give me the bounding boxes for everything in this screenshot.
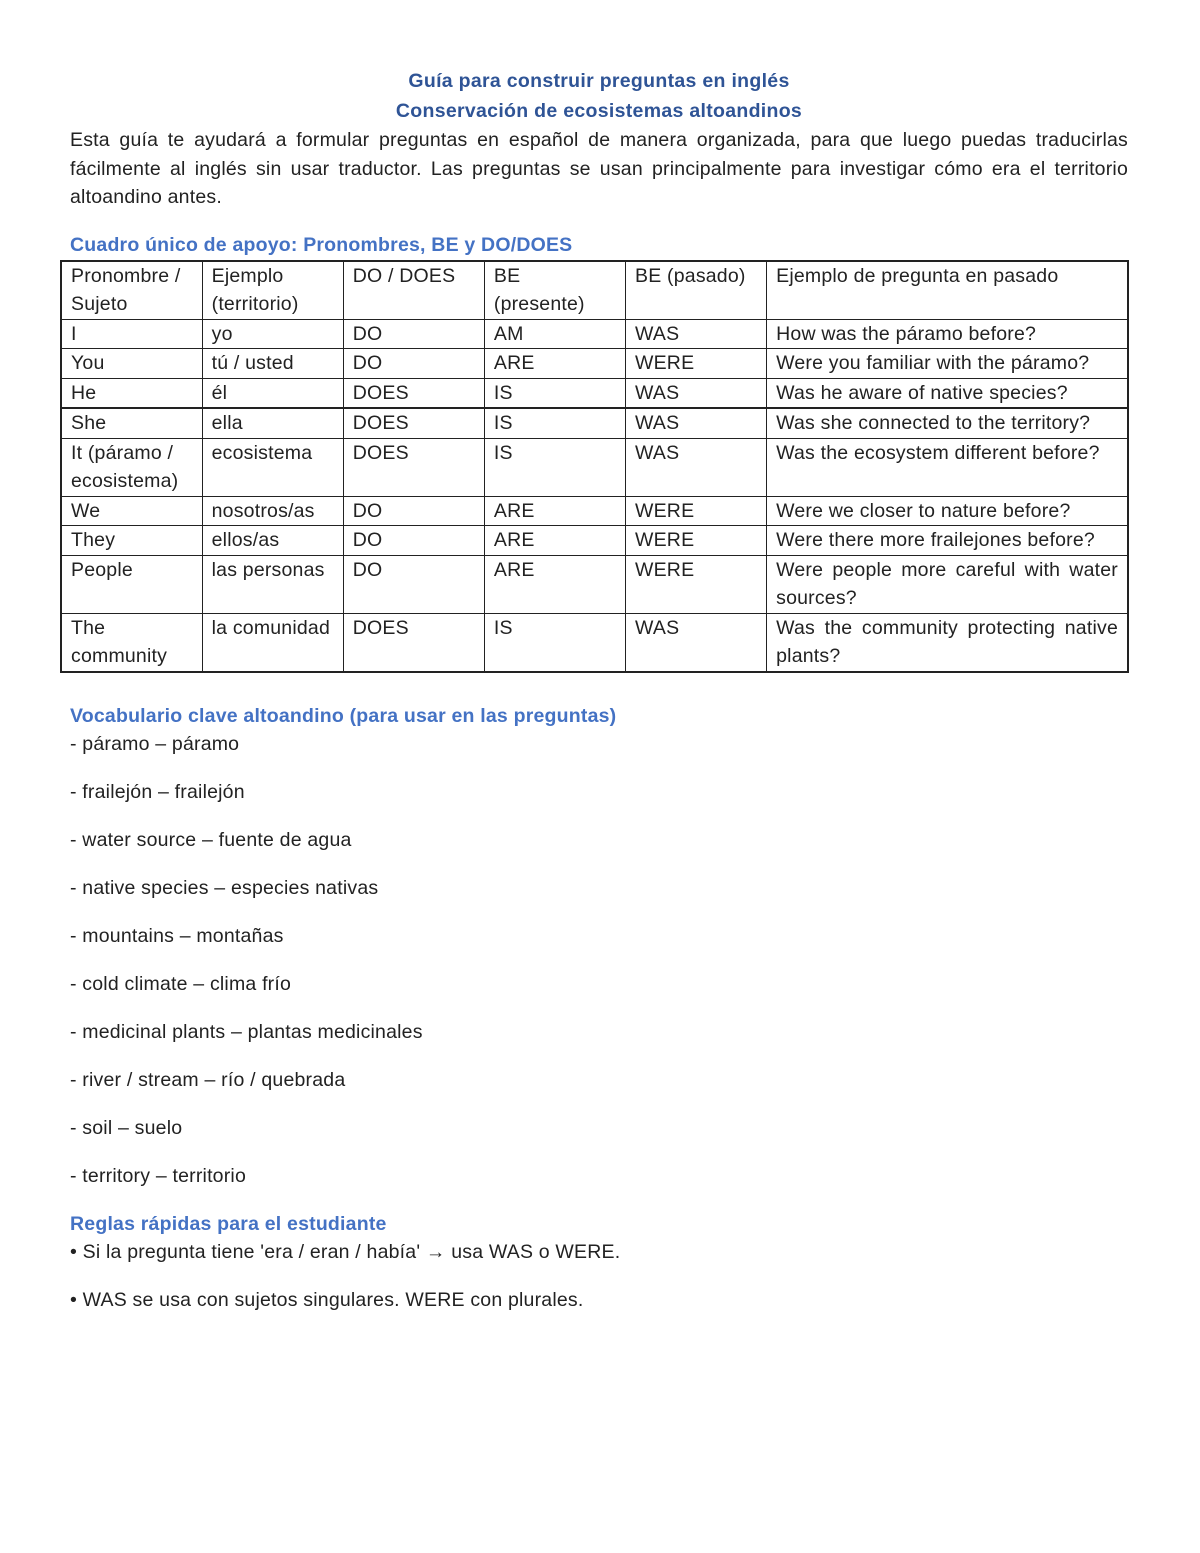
table-cell: WAS [626, 319, 767, 349]
table-cell: They [61, 526, 202, 556]
table-cell: WERE [626, 496, 767, 526]
table-row [61, 496, 1128, 526]
table-header-cell: BE (pasado) [626, 261, 767, 320]
list-item: - frailejón – frailejón [70, 780, 245, 803]
table-header-row [61, 261, 1128, 320]
table-cell: DOES [343, 408, 484, 438]
table-cell: Was the community protecting native plants? [767, 613, 1128, 672]
table-cell: DO [343, 319, 484, 349]
document-subtitle: Conservación de ecosistemas altoandinos [395, 100, 803, 122]
table-cell: She [61, 408, 202, 438]
list-item: • Si la pregunta tiene 'era / eran / había' → usa WAS o WERE. [70, 1240, 621, 1263]
table-header-cell: BE (presente) [484, 261, 625, 320]
table-cell: ella [202, 408, 343, 438]
table-cell: DO [343, 526, 484, 556]
table-cell: WAS [626, 438, 767, 496]
table-cell: WAS [626, 378, 767, 408]
table-header-cell: Pronombre / Sujeto [61, 261, 202, 320]
rules-list [70, 1238, 1128, 1314]
table-cell: Were there more frailejones before? [767, 526, 1128, 556]
list-item: - páramo – páramo [70, 732, 240, 755]
vocabulary-heading: Vocabulario clave altoandino (para usar en las preguntas) [70, 704, 617, 727]
table-cell: la comunidad [202, 613, 343, 672]
table-cell: Were we closer to nature before? [767, 496, 1128, 526]
table-cell: I [61, 319, 202, 349]
table-row [61, 319, 1128, 349]
table-cell: Was she connected to the territory? [767, 408, 1128, 438]
rules-heading: Reglas rápidas para el estudiante [70, 1212, 387, 1235]
table-cell: DO [343, 555, 484, 613]
table-row [61, 438, 1128, 496]
table-cell: He [61, 378, 202, 408]
table-header-cell: Ejemplo (territorio) [202, 261, 343, 320]
table-cell: IS [484, 378, 625, 408]
document-title: Guía para construir preguntas en inglés [408, 70, 790, 92]
table-cell: WERE [626, 349, 767, 379]
table-row [61, 526, 1128, 556]
document-page [70, 66, 1128, 1334]
list-item: - territory – territorio [70, 1164, 246, 1187]
table-cell: Was the ecosystem different before? [767, 438, 1128, 496]
table-header-cell: DO / DOES [343, 261, 484, 320]
table-cell: WERE [626, 555, 767, 613]
table-cell: IS [484, 613, 625, 672]
table-header-cell: Ejemplo de pregunta en pasado [767, 261, 1128, 320]
table-cell: ecosistema [202, 438, 343, 496]
table-cell: nosotros/as [202, 496, 343, 526]
table-row [61, 408, 1128, 438]
table-cell: You [61, 349, 202, 379]
table-cell: AM [484, 319, 625, 349]
vocabulary-list [70, 730, 1128, 1190]
table-cell: DOES [343, 438, 484, 496]
support-table-heading: Cuadro único de apoyo: Pronombres, BE y DO/DOES [70, 233, 573, 256]
table-cell: It (páramo / ecosistema) [61, 438, 202, 496]
table-cell: ARE [484, 349, 625, 379]
list-item: • WAS se usa con sujetos singulares. WERE con plurales. [70, 1288, 584, 1311]
list-item: - soil – suelo [70, 1116, 183, 1139]
table-cell: WAS [626, 613, 767, 672]
list-item: - river / stream – río / quebrada [70, 1068, 346, 1091]
table-cell: yo [202, 319, 343, 349]
list-item: - mountains – montañas [70, 924, 284, 947]
intro-paragraph: Esta guía te ayudará a formular preguntas en español de manera organizada, para que luego puedas traducirlas fácilmente al inglés sin usar traductor. Las preguntas se usan principalmente para investigar cómo era el territorio altoandino antes. [70, 129, 1128, 208]
table-cell: DO [343, 496, 484, 526]
list-item: - native species – especies nativas [70, 876, 379, 899]
table-cell: The community [61, 613, 202, 672]
support-table [60, 260, 1129, 673]
table-row [61, 349, 1128, 379]
table-cell: ARE [484, 496, 625, 526]
list-item: - cold climate – clima frío [70, 972, 292, 995]
table-row [61, 378, 1128, 408]
list-item: - water source – fuente de agua [70, 828, 352, 851]
table-cell: ellos/as [202, 526, 343, 556]
table-row [61, 555, 1128, 613]
table-cell: Were you familiar with the páramo? [767, 349, 1128, 379]
table-cell: tú / usted [202, 349, 343, 379]
table-cell: IS [484, 408, 625, 438]
table-cell: ARE [484, 555, 625, 613]
table-cell: él [202, 378, 343, 408]
table-cell: Were people more careful with water sources? [767, 555, 1128, 613]
table-cell: las personas [202, 555, 343, 613]
table-cell: People [61, 555, 202, 613]
table-row [61, 613, 1128, 672]
table-cell: ARE [484, 526, 625, 556]
table-cell: WAS [626, 408, 767, 438]
table-cell: IS [484, 438, 625, 496]
table-cell: Was he aware of native species? [767, 378, 1128, 408]
list-item: - medicinal plants – plantas medicinales [70, 1020, 423, 1043]
table-cell: DOES [343, 378, 484, 408]
table-cell: DO [343, 349, 484, 379]
table-cell: We [61, 496, 202, 526]
table-cell: DOES [343, 613, 484, 672]
table-cell: WERE [626, 526, 767, 556]
table-cell: How was the páramo before? [767, 319, 1128, 349]
